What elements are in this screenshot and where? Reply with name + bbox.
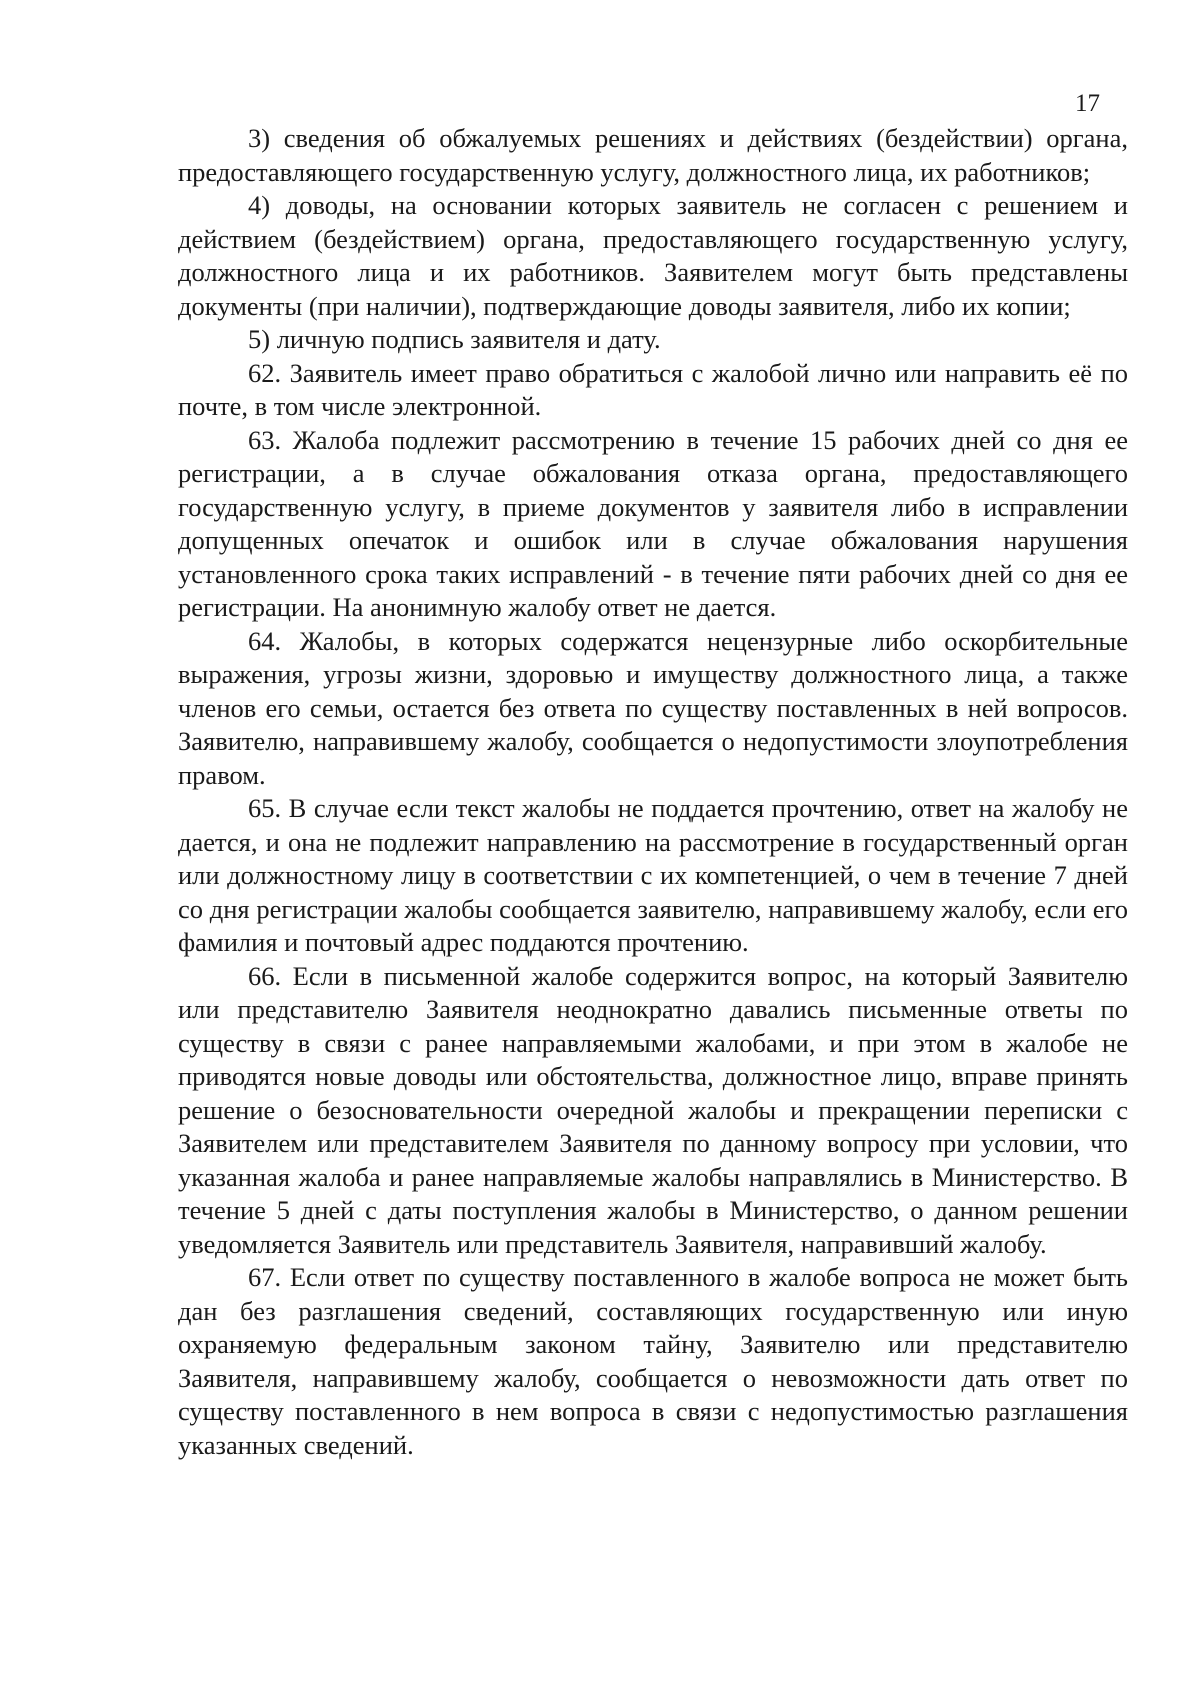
page-number: 17 [1075, 90, 1100, 117]
paragraph-66: 66. Если в письменной жалобе содержится вопрос, на который Заявителю или представителю Заявителя неоднократно давались письменные ответы по существу в связи с ранее направляемыми жалобами, и при этом в жалобе не приводятся новые доводы или обстоятельства, должностное лицо, вправе принять решение о безосновательности очередной жалобы и прекращении переписки с Заявителем или представителем Заявителя по данному вопросу при условии, что указанная жалоба и ранее направляемые жалобы направлялись в Министерство. В течение 5 дней с даты поступления жалобы в Министерство, о данном решении уведомляется Заявитель или представитель Заявителя, направивший жалобу. [178, 960, 1128, 1259]
paragraph-65: 65. В случае если текст жалобы не поддается прочтению, ответ на жалобу не дается, и она не подлежит направлению на рассмотрение в государственный орган или должностному лицу в соответствии с их компетенцией, о чем в течение 7 дней со дня регистрации жалобы сообщается заявителю, направившему жалобу, если его фамилия и почтовый адрес поддаются прочтению. [178, 793, 1128, 957]
paragraph-item-5: 5) личную подпись заявителя и дату. [248, 324, 661, 354]
paragraph-67: 67. Если ответ по существу поставленного в жалобе вопроса не может быть дан без разглашения сведений, составляющих государственную или иную охраняемую федеральным законом тайну, Заявителю или представителю Заявителя, направившему жалобу, сообщается о невозможности дать ответ по существу поставленного в нем вопроса в связи с недопустимостью разглашения указанных сведений. [178, 1262, 1128, 1460]
paragraph-62: 62. Заявитель имеет право обратиться с жалобой лично или направить её по почте, в том числе электронной. [178, 357, 1128, 421]
paragraph-63: 63. Жалоба подлежит рассмотрению в течение 15 рабочих дней со дня ее регистрации, а в случае обжалования отказа органа, предоставляющего государственную услугу, в приеме документов у заявителя либо в исправлении допущенных опечаток и ошибок или в случае обжалования нарушения установленного срока таких исправлений - в течение пяти рабочих дней со дня ее регистрации. На анонимную жалобу ответ не дается. [178, 424, 1128, 622]
document-body [178, 122, 1128, 1462]
paragraph-64: 64. Жалобы, в которых содержатся нецензурные либо оскорбительные выражения, угрозы жизни, здоровью и имуществу должностного лица, а также членов его семьи, остается без ответа по существу поставленных в ней вопросов. Заявителю, направившему жалобу, сообщается о недопустимости злоупотребления правом. [178, 625, 1128, 790]
paragraph-item-4: 4) доводы, на основании которых заявитель не согласен с решением и действием (бездействием) органа, предоставляющего государственную услугу, должностного лица и их работников. Заявителем могут быть представлены документы (при наличии), подтверждающие доводы заявителя, либо их копии; [178, 190, 1128, 321]
paragraph-item-3: 3) сведения об обжалуемых решениях и действиях (бездействии) органа, предоставляющего государственную услугу, должностного лица, их работников; [178, 123, 1128, 187]
